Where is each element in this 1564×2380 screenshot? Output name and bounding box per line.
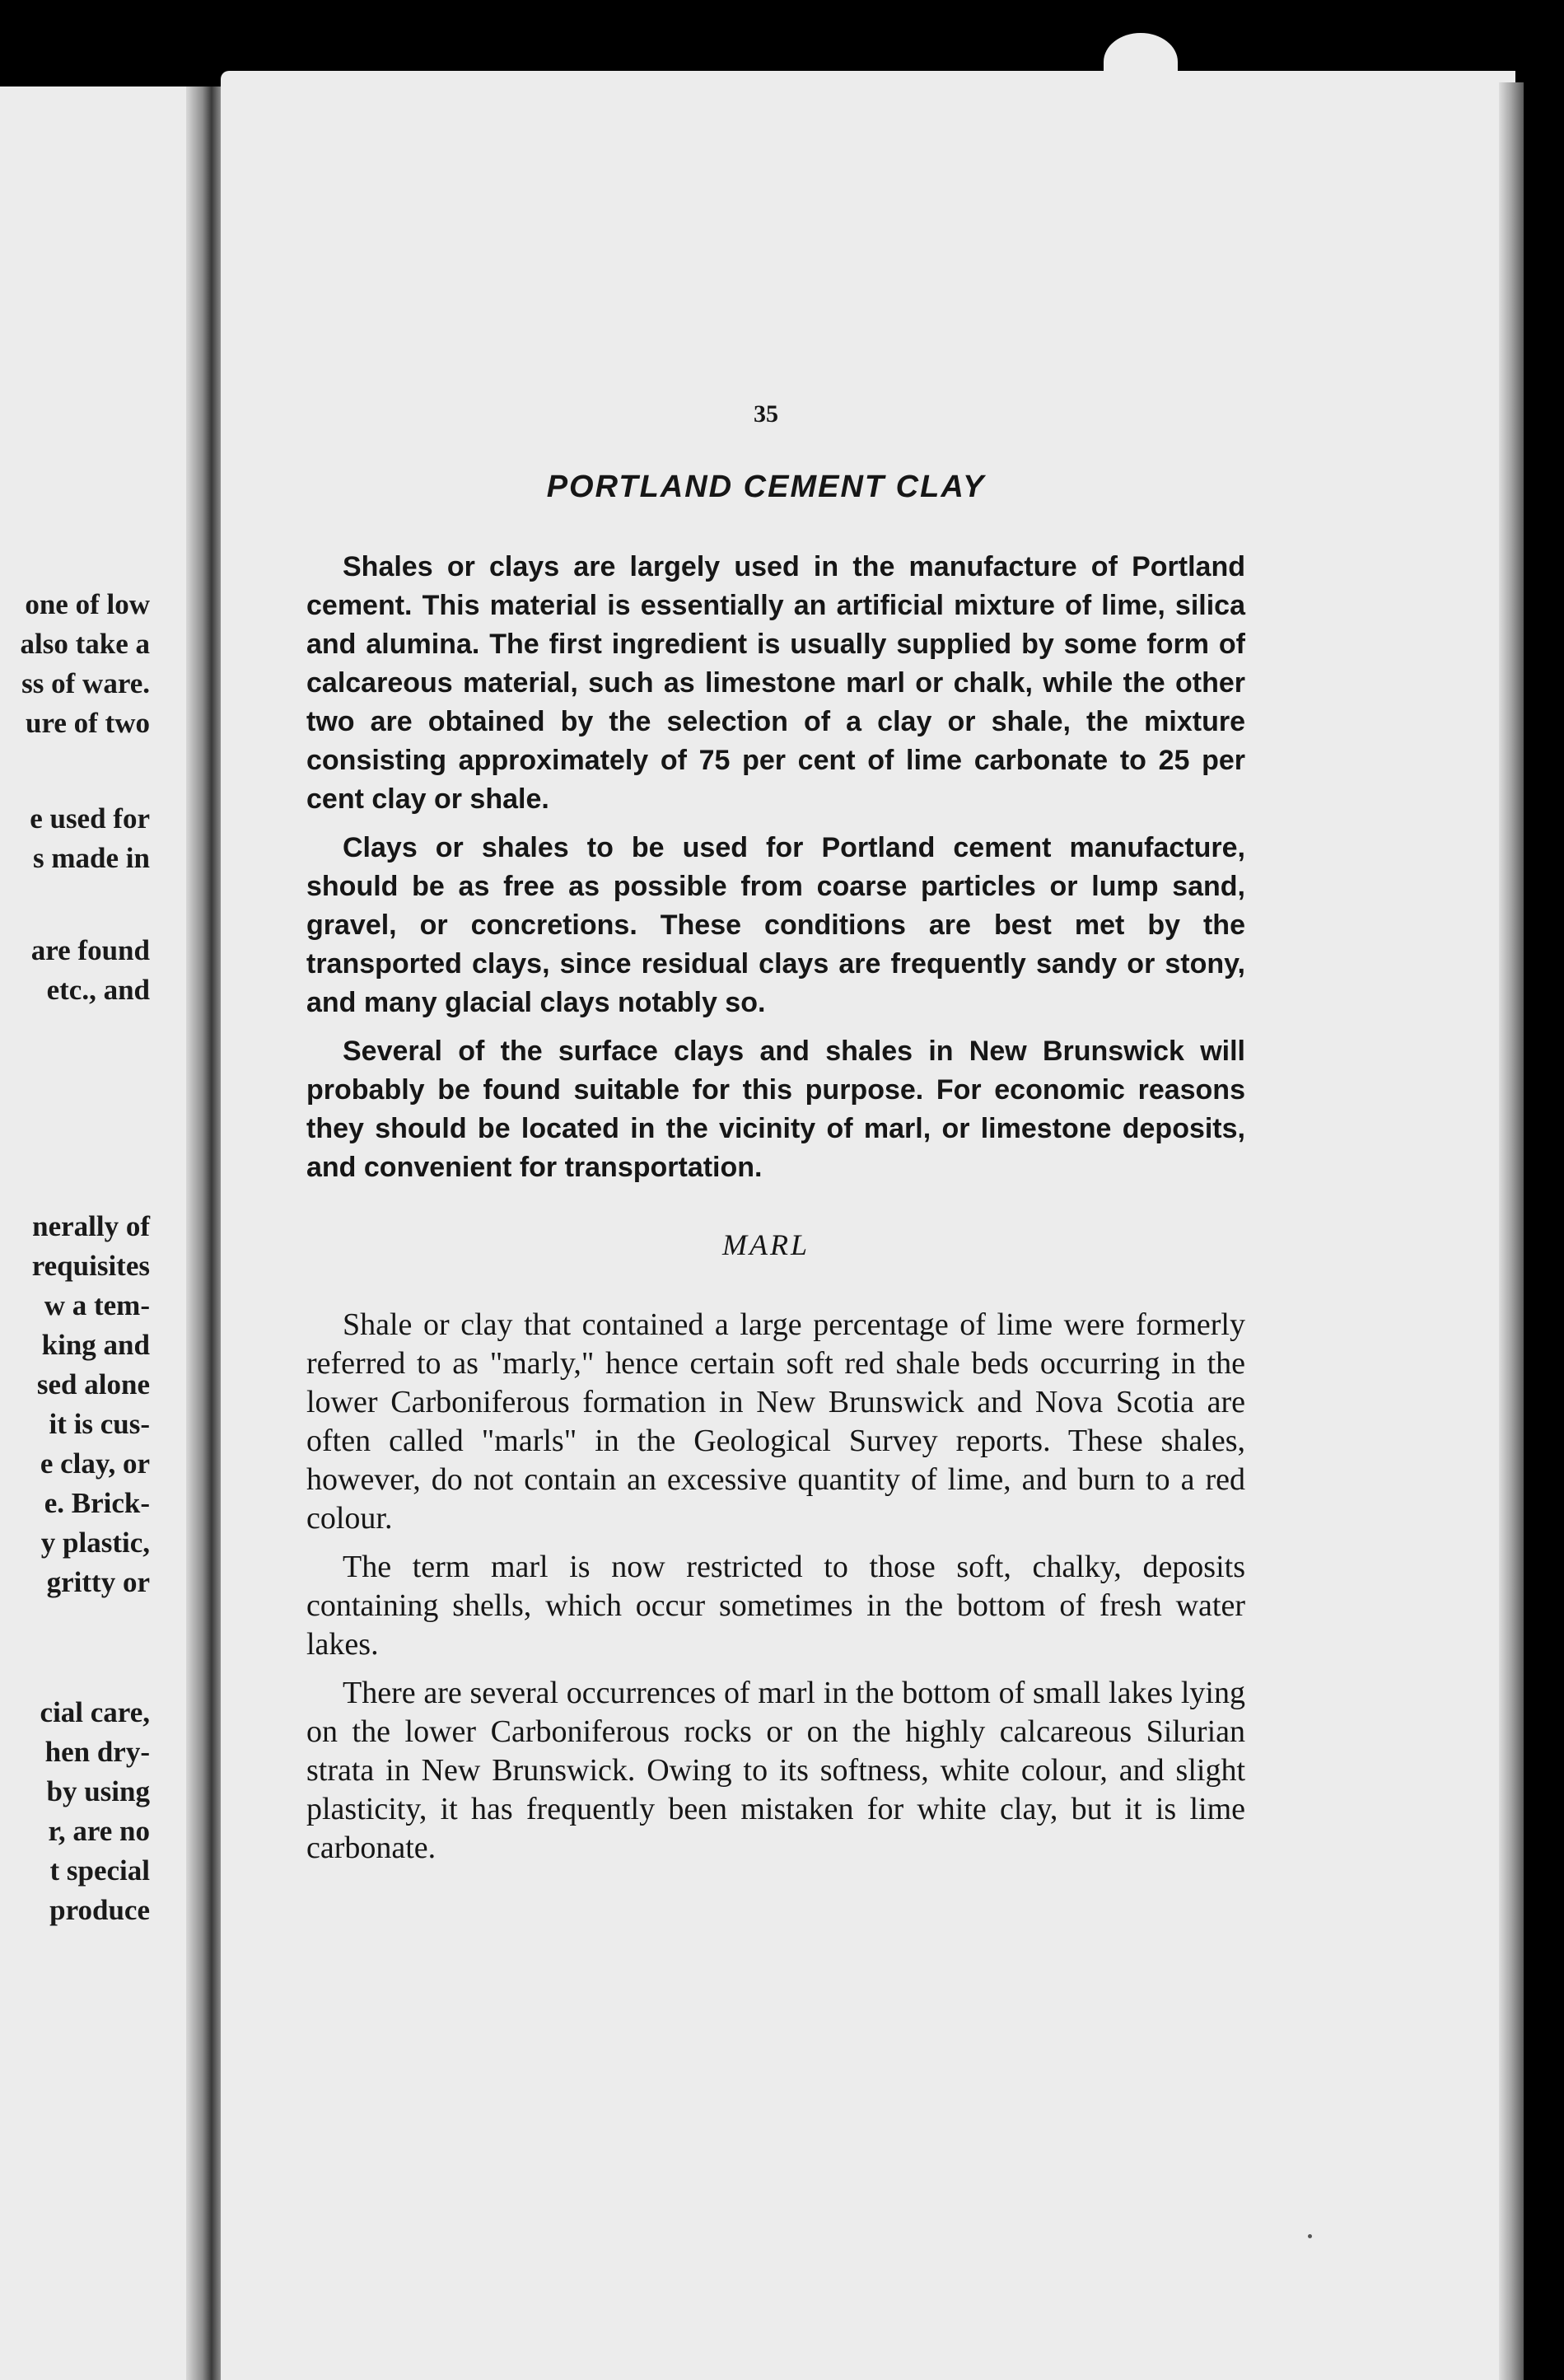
left-page-line: y plastic, (40, 1527, 150, 1559)
left-facing-page (0, 87, 196, 2380)
paragraph: There are several occurrences of marl in the bottom of small lakes lying on the lower Carboniferous rocks or on the highly calcareous Silurian strata in New Brunswick. Owing to its softness, white colour, and slight plasticity, it has frequently been mistaken for white clay, but it is lime carbonate. (306, 1676, 1245, 1865)
left-page-text-group-1 (21, 585, 151, 743)
paragraph: Several of the surface clays and shales in New Brunswick will probably be found suitable for this purpose. For economic reasons they should be located in the vicinity of marl, or limestone deposits, and convenient for transportation. (306, 1036, 1245, 1183)
page-number: 35 (754, 400, 778, 428)
left-page-line: e used for (30, 802, 150, 835)
paragraph: Clays or shales to be used for Portland cement manufacture, should be as free as possible from coarse particles or lump sand, gravel, or concretions. These conditions are best met by the transported clays, since residual clays are frequently sandy or stony, and many glacial clays notably so. (306, 832, 1245, 1018)
section-heading-marl: MARL (722, 1228, 810, 1261)
left-page-text-group-3 (31, 931, 150, 1010)
left-page-line: ure of two (26, 707, 150, 739)
left-page-line: one of low (25, 588, 150, 620)
left-page-text-group-4 (32, 1207, 150, 1602)
left-page-line: also take a (20, 628, 150, 660)
right-page (221, 71, 1515, 2380)
left-page-line: it is cus- (49, 1408, 150, 1440)
left-page-line: r, are no (48, 1815, 150, 1847)
paragraph: The term marl is now restricted to those soft, chalky, deposits containing shells, which occur sometimes in the bottom of fresh water lakes. (306, 1550, 1245, 1662)
left-page-line: cial care, (40, 1696, 150, 1728)
left-page-line: e clay, or (40, 1447, 150, 1480)
left-page-line: s made in (33, 842, 150, 874)
section-body-portland-cement-clay (306, 548, 1245, 1197)
left-page-line: hen dry- (44, 1736, 150, 1768)
paragraph: Shale or clay that contained a large percentage of lime were formerly referred to as "marly," hence certain soft red shale beds occurring in the lower Carboniferous formation in New Brunswick and Nova Scotia are often called "marls" in the Geological Survey reports. These shales, however, do not contain an excessive quantity of lime, and burn to a red colour. (306, 1307, 1245, 1536)
paragraph: Shales or clays are largely used in the manufacture of Portland cement. This material is essentially an artificial mixture of lime, silica and alumina. The first ingredient is usually supplied by some form of calcareous material, such as limestone marl or chalk, while the other two are obtained by the selection of a clay or shale, the mixture consisting approximately of 75 per cent of lime carbonate to 25 per cent clay or shale. (306, 551, 1245, 815)
left-page-line: t special (49, 1854, 150, 1887)
left-page-line: nerally of (32, 1210, 150, 1242)
left-page-line: are found (30, 934, 150, 966)
left-page-line: king and (41, 1329, 150, 1361)
left-page-line: requisites (31, 1250, 150, 1282)
specks-mark (1308, 2234, 1312, 2238)
left-page-line: by using (46, 1775, 150, 1807)
section-heading-portland-cement-clay: PORTLAND CEMENT CLAY (546, 470, 986, 504)
left-page-line: produce (49, 1894, 150, 1926)
left-page-text-group-5 (40, 1693, 150, 1930)
left-page-line: ss of ware. (21, 667, 150, 699)
page-edge (1499, 82, 1524, 2380)
left-page-line: w a tem- (44, 1289, 150, 1321)
left-page-line: e. Brick- (44, 1487, 150, 1519)
left-page-line: sed alone (36, 1368, 150, 1400)
left-page-line: etc., and (46, 974, 150, 1006)
left-page-text-group-2 (30, 799, 150, 878)
left-page-line: gritty or (46, 1566, 150, 1598)
section-body-marl (306, 1306, 1245, 1877)
book-gutter (186, 87, 222, 2380)
